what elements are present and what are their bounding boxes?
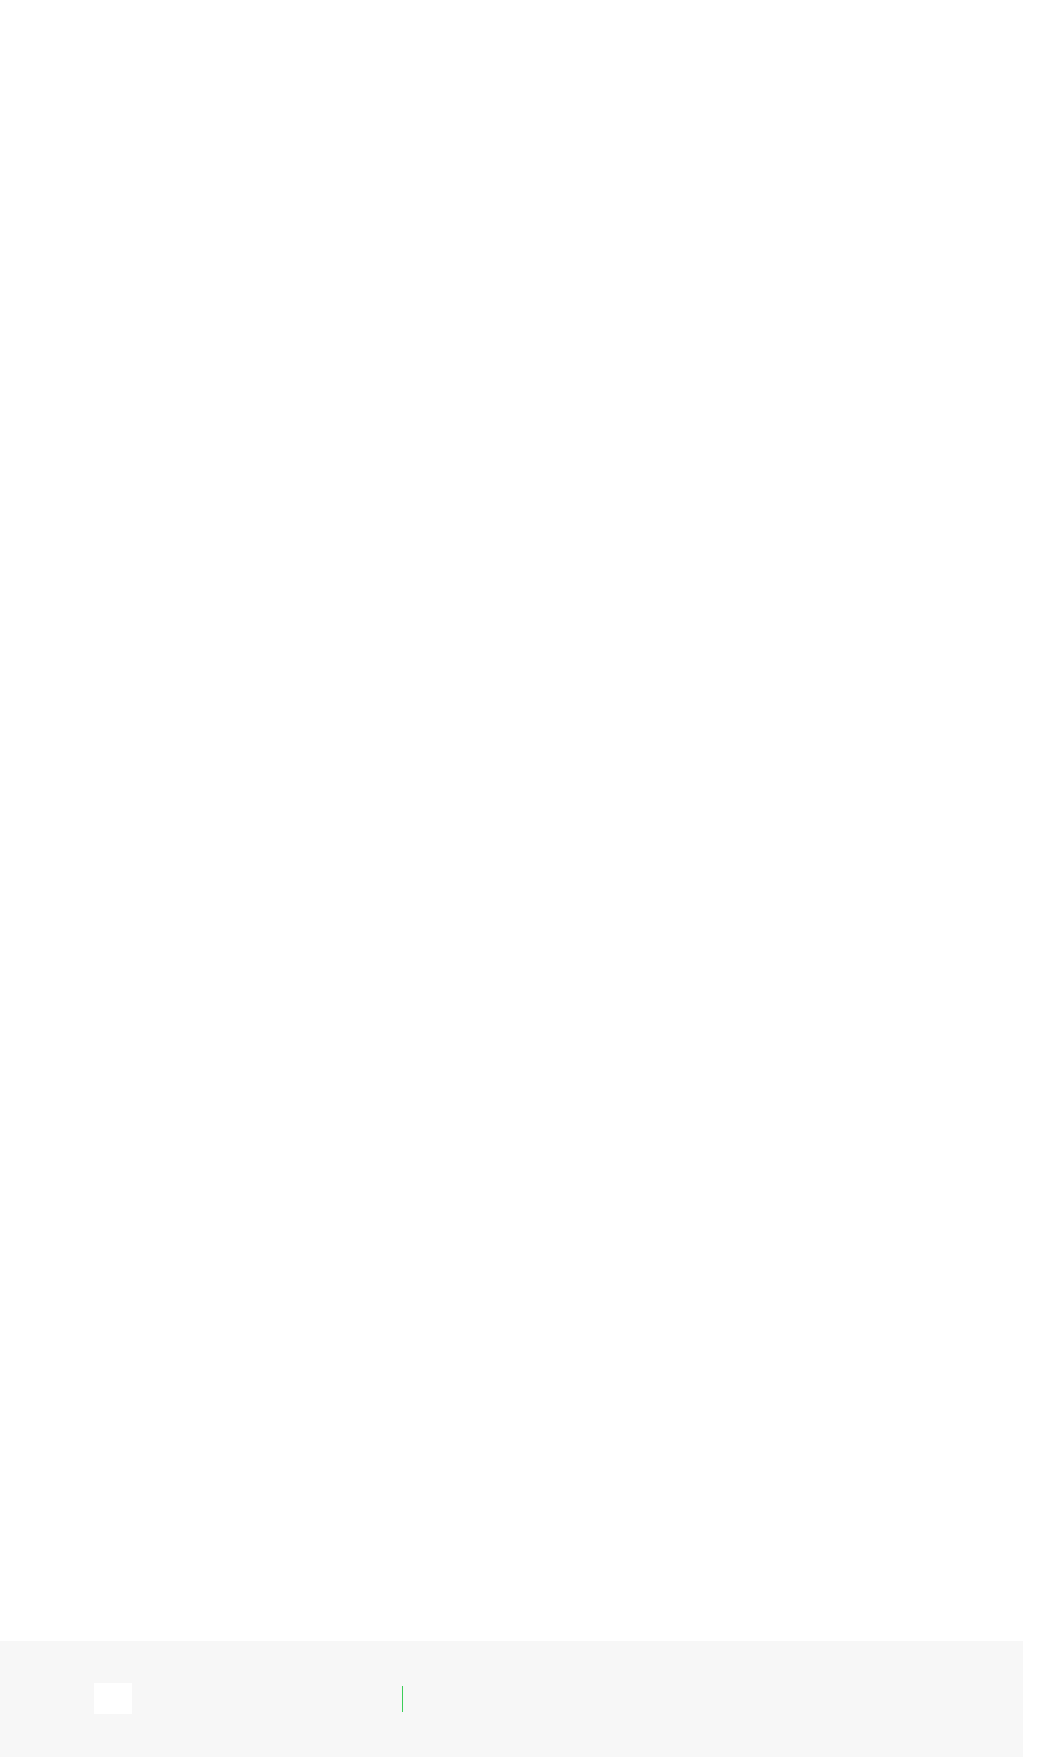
brand-logo: [395, 1685, 420, 1713]
page-number: [94, 1683, 132, 1714]
page-footer: [0, 1641, 1023, 1757]
brand-divider: [402, 1686, 403, 1712]
